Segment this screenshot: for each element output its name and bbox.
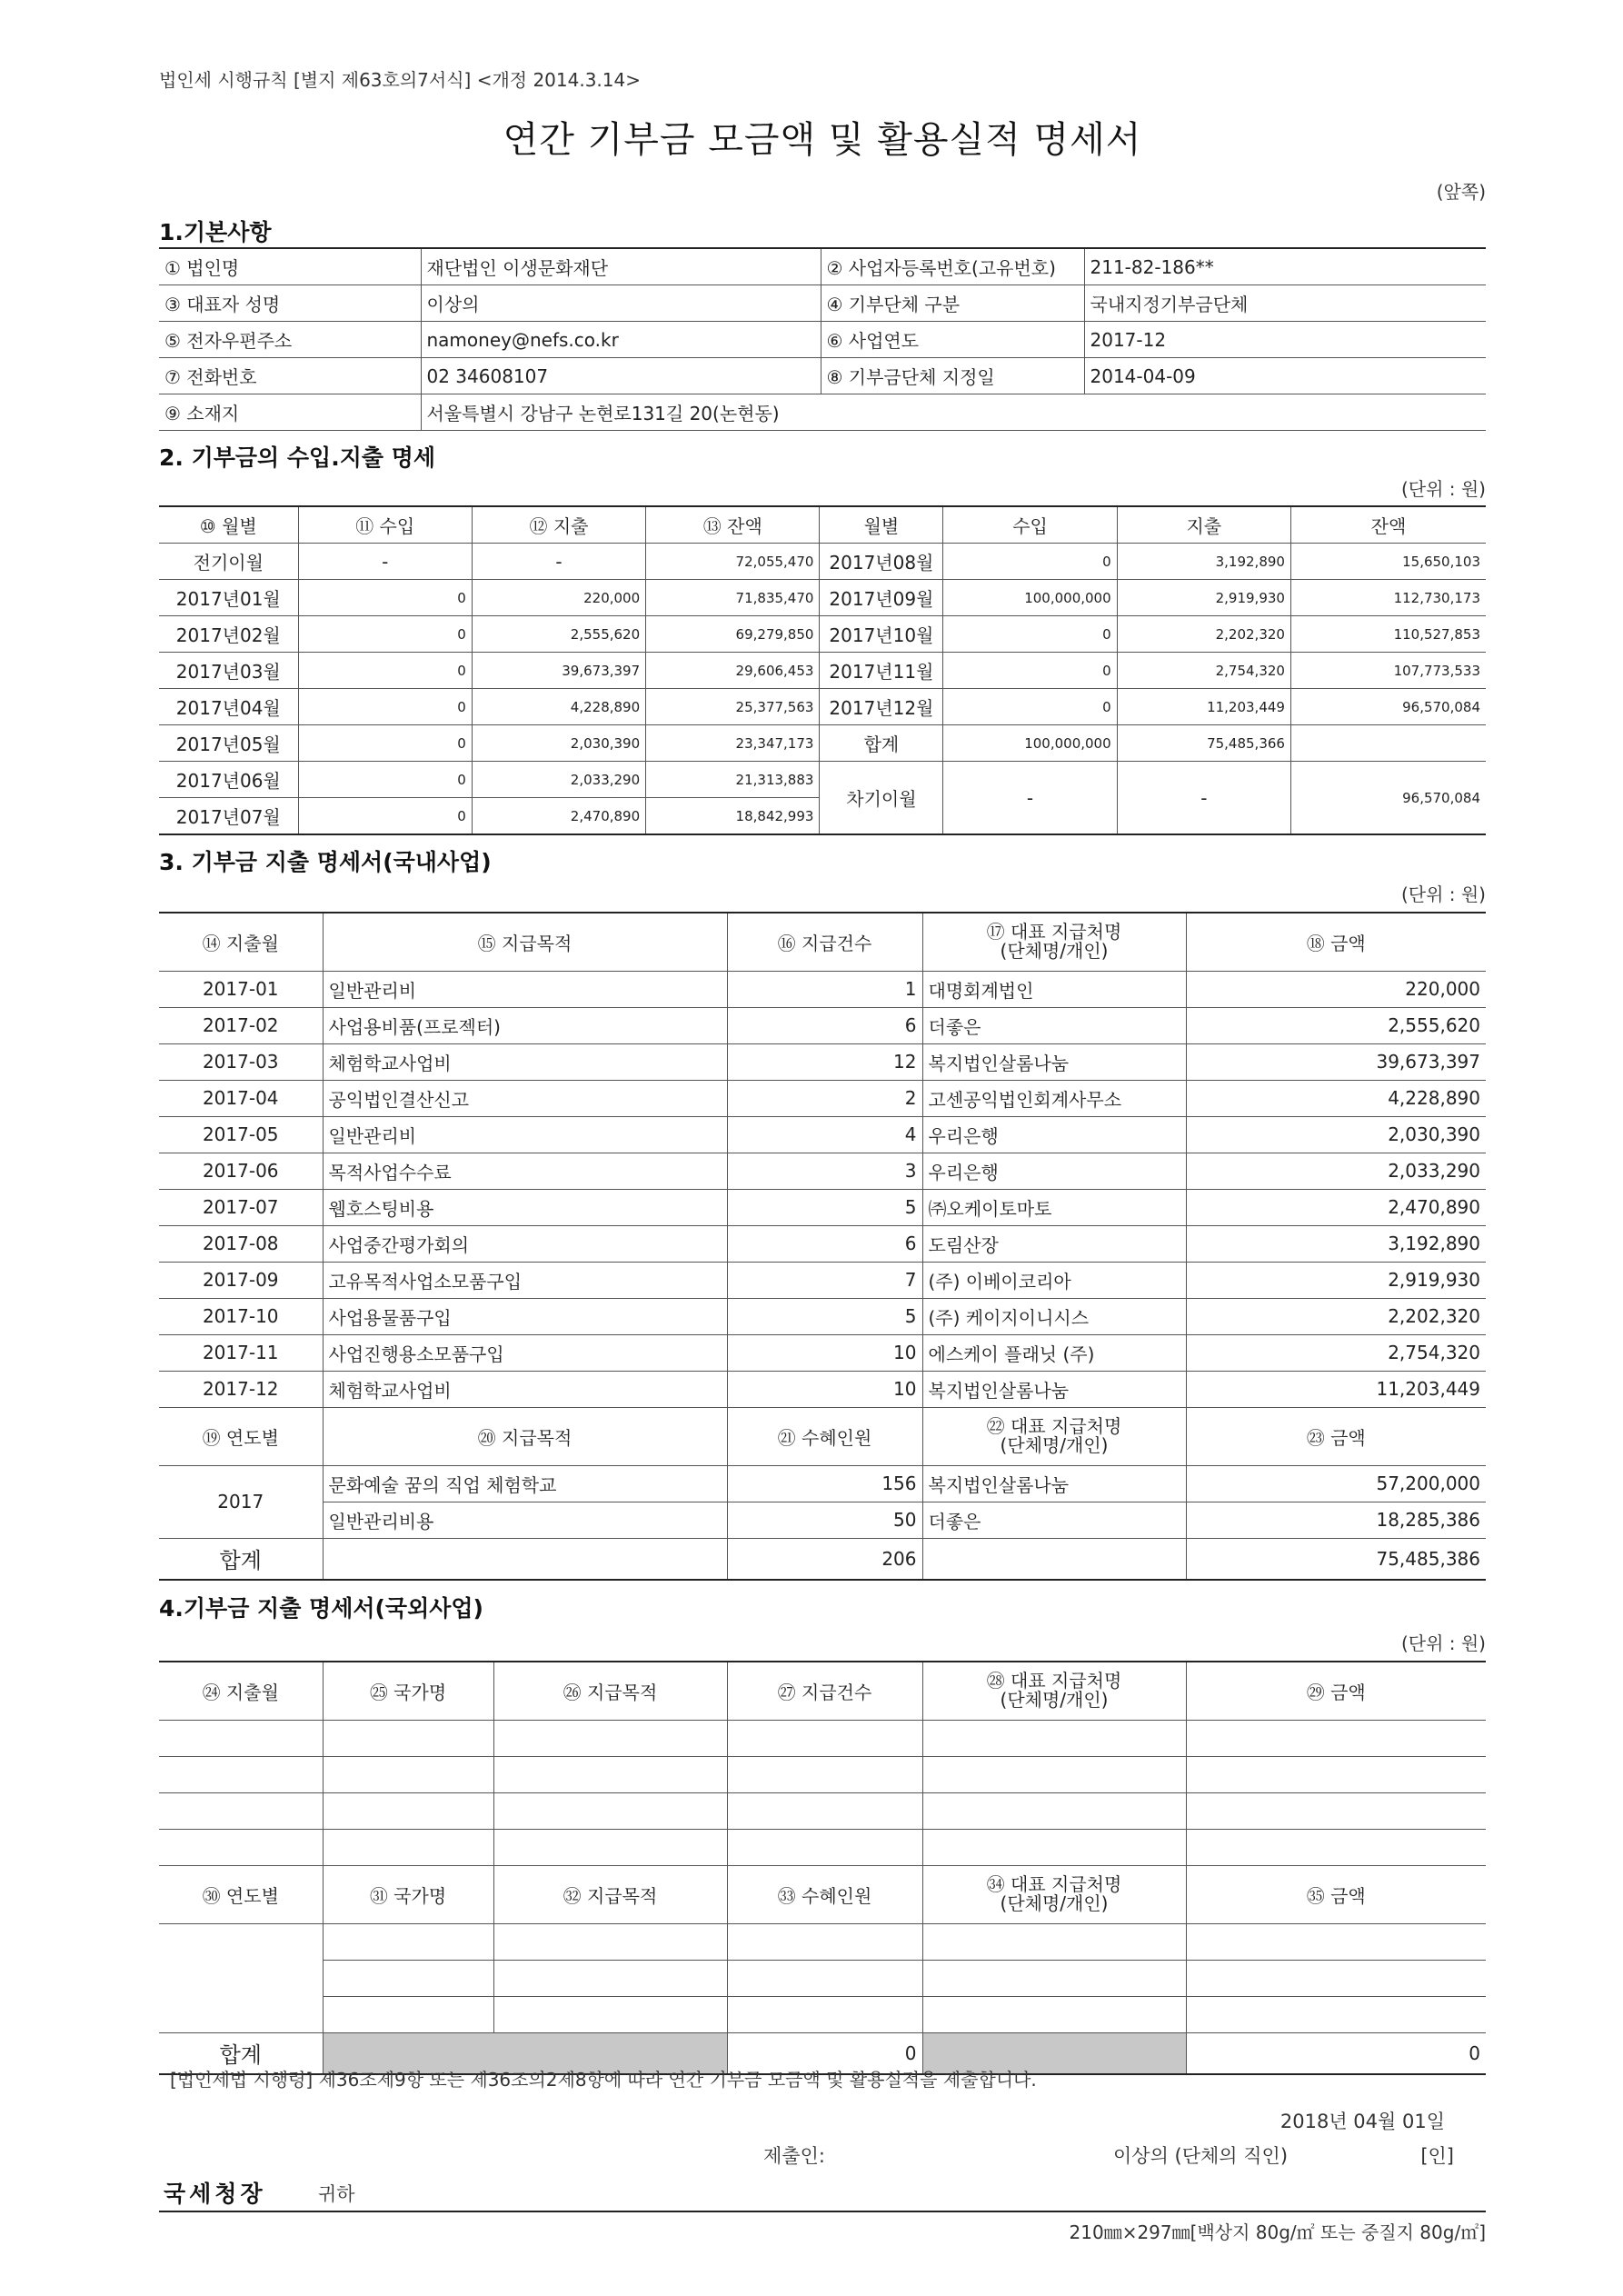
amount-cell: 11,203,449 — [1186, 1371, 1486, 1407]
balance-cell: 107,773,533 — [1290, 653, 1486, 689]
field-value: 2017-12 — [1084, 322, 1486, 358]
bottom-divider — [159, 2211, 1486, 2212]
empty-cell — [1186, 1792, 1486, 1829]
empty-cell — [159, 1756, 323, 1792]
expense-cell: 2,555,620 — [472, 616, 645, 653]
table-row — [159, 1371, 1486, 1407]
table-row — [159, 616, 1486, 653]
empty-cell — [922, 1792, 1186, 1829]
legal-note: [법인세법 시행령] 제36조제9항 또는 제36조의2제8항에 따라 연간 기부금 모금액 및 활용실적을 제출합니다. — [170, 2069, 1037, 2091]
empty-cell — [727, 1756, 922, 1792]
empty-cell — [922, 1829, 1186, 1865]
empty-row — [159, 1720, 1486, 1756]
section-domestic-heading: 3. 기부금 지출 명세서(국내사업) — [159, 849, 492, 875]
payee-cell: (주) 케이지이니시스 — [922, 1298, 1186, 1334]
col-header: ⑳ 지급목적 — [323, 1407, 727, 1465]
field-label: ⑨ 소재지 — [159, 394, 421, 431]
field-label: ② 사업자등록번호(고유번호) — [821, 248, 1084, 285]
count-cell: 2 — [727, 1080, 922, 1116]
income-cell: 0 — [943, 616, 1117, 653]
table-row — [159, 580, 1486, 616]
beneficiary-count-cell: 50 — [727, 1502, 922, 1538]
field-value: 재단법인 이생문화재단 — [421, 248, 821, 285]
month-cell: 2017년12월 — [820, 689, 943, 725]
field-label: ④ 기부단체 구분 — [821, 285, 1084, 322]
field-value: 이상의 — [421, 285, 821, 322]
header-line: ㉘ 대표 지급처명 — [986, 1670, 1122, 1692]
count-cell: 6 — [727, 1007, 922, 1043]
empty-cell — [1186, 1960, 1486, 1996]
submitter-label: 제출인: — [763, 2145, 825, 2167]
expense-cell: 220,000 — [472, 580, 645, 616]
table-row — [159, 971, 1486, 1007]
table-row — [159, 1225, 1486, 1262]
month-cell: 2017-03 — [159, 1043, 323, 1080]
year-cell: 2017 — [159, 1465, 323, 1538]
field-label: ① 법인명 — [159, 248, 421, 285]
empty-cell — [493, 1720, 727, 1756]
count-cell: 7 — [727, 1262, 922, 1298]
empty-cell — [922, 1756, 1186, 1792]
col-header: ㉓ 금액 — [1186, 1407, 1486, 1465]
balance-cell — [1290, 725, 1486, 762]
empty-cell — [493, 1792, 727, 1829]
income-cell: 0 — [943, 689, 1117, 725]
expense-cell: - — [472, 544, 645, 580]
empty-cell — [323, 1923, 493, 1960]
month-cell: 2017-01 — [159, 971, 323, 1007]
payee-cell: 더좋은 — [922, 1007, 1186, 1043]
count-cell: 3 — [727, 1153, 922, 1189]
amount-cell: 2,754,320 — [1186, 1334, 1486, 1371]
amount-cell: 4,228,890 — [1186, 1080, 1486, 1116]
purpose-cell: 체험학교사업비 — [323, 1371, 727, 1407]
empty-cell — [493, 1960, 727, 1996]
col-header: ⑪ 수입 — [298, 506, 472, 544]
purpose-cell: 목적사업수수료 — [323, 1153, 727, 1189]
empty-cell — [727, 1960, 922, 1996]
empty-cell — [727, 1720, 922, 1756]
seal-mark: [인] — [1420, 2145, 1454, 2167]
month-cell: 2017-07 — [159, 1189, 323, 1225]
payee-cell: 대명회계법인 — [922, 971, 1186, 1007]
col-header: ⑮ 지급목적 — [323, 913, 727, 971]
col-header: ⑩ 월별 — [159, 506, 298, 544]
section-income-heading: 2. 기부금의 수입.지출 명세 — [159, 444, 436, 471]
month-cell: 2017년05월 — [159, 725, 298, 762]
empty-cell — [323, 1792, 493, 1829]
empty-cell — [727, 1923, 922, 1960]
count-cell: 10 — [727, 1371, 922, 1407]
month-cell: 2017-02 — [159, 1007, 323, 1043]
header-line: ㉞ 대표 지급처명 — [986, 1873, 1122, 1895]
empty-cell — [159, 1829, 323, 1865]
address-value: 서울특별시 강남구 논현로131길 20(논현동) — [421, 394, 1486, 431]
amount-cell: 2,470,890 — [1186, 1189, 1486, 1225]
col-header: ⑲ 연도별 — [159, 1407, 323, 1465]
purpose-cell: 일반관리비 — [323, 1116, 727, 1153]
field-value: namoney@nefs.co.kr — [421, 322, 821, 358]
income-header-row — [159, 506, 1486, 544]
col-header: ⑯ 지급건수 — [727, 913, 922, 971]
col-header: ㉔ 지출월 — [159, 1662, 323, 1720]
expense-cell: 2,754,320 — [1117, 653, 1290, 689]
income-cell: 0 — [298, 689, 472, 725]
amount-cell: 3,192,890 — [1186, 1225, 1486, 1262]
empty-cell — [727, 1996, 922, 2032]
month-cell: 2017년08월 — [820, 544, 943, 580]
table-row — [159, 1007, 1486, 1043]
field-value: 2014-04-09 — [1084, 358, 1486, 394]
count-cell: 5 — [727, 1189, 922, 1225]
income-total: 100,000,000 — [943, 725, 1117, 762]
empty-row — [159, 1829, 1486, 1865]
balance-cell: 71,835,470 — [646, 580, 820, 616]
empty-cell — [1186, 1756, 1486, 1792]
payee-cell: 복지법인살롬나눔 — [922, 1465, 1186, 1502]
total-amount: 75,485,386 — [1186, 1538, 1486, 1580]
carry-expense: - — [1117, 762, 1290, 835]
expense-cell: 2,030,390 — [472, 725, 645, 762]
carry-balance: 96,570,084 — [1290, 762, 1486, 835]
purpose-cell: 공익법인결산신고 — [323, 1080, 727, 1116]
col-header: ㉕ 국가명 — [323, 1662, 493, 1720]
header-line: (단체명/개인) — [1000, 1434, 1109, 1456]
balance-cell: 96,570,084 — [1290, 689, 1486, 725]
month-cell: 전기이월 — [159, 544, 298, 580]
submission-date: 2018년 04월 01일 — [1279, 2111, 1445, 2132]
payee-cell: 고센공익법인회계사무소 — [922, 1080, 1186, 1116]
payee-cell: 복지법인살롬나눔 — [922, 1371, 1186, 1407]
table-row — [159, 1189, 1486, 1225]
recipient: 국세청장 — [164, 2181, 266, 2207]
expense-cell: 2,033,290 — [472, 762, 645, 798]
purpose-cell: 웹호스팅비용 — [323, 1189, 727, 1225]
table-row — [159, 689, 1486, 725]
col-header: ㉗ 지급건수 — [727, 1662, 922, 1720]
table-row — [159, 544, 1486, 580]
month-cell: 2017-09 — [159, 1262, 323, 1298]
income-cell: 0 — [298, 580, 472, 616]
empty-cell — [323, 1538, 727, 1580]
income-cell: 0 — [298, 725, 472, 762]
month-cell: 2017-12 — [159, 1371, 323, 1407]
balance-cell: 29,606,453 — [646, 653, 820, 689]
header-line: (단체명/개인) — [1000, 1892, 1109, 1914]
empty-cell — [323, 1996, 493, 2032]
col-header: 지출 — [1117, 506, 1290, 544]
purpose-cell: 일반관리비용 — [323, 1502, 727, 1538]
table-row — [159, 1334, 1486, 1371]
month-cell: 2017년02월 — [159, 616, 298, 653]
col-header: ㉑ 수혜인원 — [727, 1407, 922, 1465]
month-cell: 2017년11월 — [820, 653, 943, 689]
expense-cell: 2,919,930 — [1117, 580, 1290, 616]
field-label: ⑤ 전자우편주소 — [159, 322, 421, 358]
basic-row — [159, 248, 1486, 285]
payee-cell: 우리은행 — [922, 1153, 1186, 1189]
purpose-cell: 사업진행용소모품구입 — [323, 1334, 727, 1371]
col-header: ㉝ 수혜인원 — [727, 1865, 922, 1923]
payee-cell: 더좋은 — [922, 1502, 1186, 1538]
payee-cell: 에스케이 플래닛 (주) — [922, 1334, 1186, 1371]
income-cell: 0 — [298, 798, 472, 835]
table-row — [159, 1043, 1486, 1080]
field-label: ⑥ 사업연도 — [821, 322, 1084, 358]
empty-cell — [922, 1923, 1186, 1960]
amount-cell: 2,555,620 — [1186, 1007, 1486, 1043]
count-cell: 5 — [727, 1298, 922, 1334]
balance-cell: 23,347,173 — [646, 725, 820, 762]
purpose-cell: 사업용비품(프로젝터) — [323, 1007, 727, 1043]
basic-row — [159, 394, 1486, 431]
month-cell: 2017년03월 — [159, 653, 298, 689]
payee-cell: 도림산장 — [922, 1225, 1186, 1262]
col-header: ⑫ 지출 — [472, 506, 645, 544]
empty-cell — [493, 1996, 727, 2032]
count-cell: 6 — [727, 1225, 922, 1262]
section-basic-heading: 1.기본사항 — [159, 219, 272, 245]
total-label: 합계 — [159, 1538, 323, 1580]
carry-label: 차기이월 — [820, 762, 943, 835]
field-value: 국내지정기부금단체 — [1084, 285, 1486, 322]
col-header: ⑱ 금액 — [1186, 913, 1486, 971]
col-header: ㉙ 금액 — [1186, 1662, 1486, 1720]
field-label: ⑧ 기부금단체 지정일 — [821, 358, 1084, 394]
empty-cell — [493, 1829, 727, 1865]
header-line: (단체명/개인) — [1000, 1689, 1109, 1712]
honorific: 귀하 — [318, 2183, 355, 2205]
col-header — [922, 1407, 1186, 1465]
month-cell: 2017년04월 — [159, 689, 298, 725]
empty-row — [159, 1792, 1486, 1829]
month-cell: 2017-05 — [159, 1116, 323, 1153]
month-cell: 2017-06 — [159, 1153, 323, 1189]
income-expense-table — [159, 505, 1486, 835]
income-cell: 0 — [298, 762, 472, 798]
month-cell: 2017년09월 — [820, 580, 943, 616]
domestic-expense-table — [159, 912, 1486, 1581]
empty-cell — [922, 1996, 1186, 2032]
empty-row — [159, 1960, 1486, 1996]
expense-cell: 2,202,320 — [1117, 616, 1290, 653]
amount-cell: 39,673,397 — [1186, 1043, 1486, 1080]
total-count: 206 — [727, 1538, 922, 1580]
form-identifier: 법인세 시행규칙 [별지 제63호의7서식] <개정 2014.3.14> — [159, 69, 641, 91]
basic-row — [159, 358, 1486, 394]
income-cell: 100,000,000 — [943, 580, 1117, 616]
empty-cell — [727, 1792, 922, 1829]
purpose-cell: 사업용물품구입 — [323, 1298, 727, 1334]
amount-cell: 2,033,290 — [1186, 1153, 1486, 1189]
month-cell: 2017년07월 — [159, 798, 298, 835]
payee-cell: 복지법인살롬나눔 — [922, 1043, 1186, 1080]
col-header: 잔액 — [1290, 506, 1486, 544]
empty-cell — [493, 1756, 727, 1792]
empty-row — [159, 1996, 1486, 2032]
income-cell: 0 — [943, 653, 1117, 689]
col-header: 수입 — [943, 506, 1117, 544]
month-cell: 2017-11 — [159, 1334, 323, 1371]
col-header: ㉚ 연도별 — [159, 1865, 323, 1923]
unit-label: (단위 : 원) — [1400, 883, 1486, 905]
purpose-cell: 일반관리비 — [323, 971, 727, 1007]
unit-label: (단위 : 원) — [1400, 1632, 1486, 1654]
unit-label: (단위 : 원) — [1400, 478, 1486, 500]
amount-cell: 2,030,390 — [1186, 1116, 1486, 1153]
purpose-cell: 문화예술 꿈의 직업 체험학교 — [323, 1465, 727, 1502]
total-count: 0 — [727, 2032, 922, 2074]
field-value: 02 34608107 — [421, 358, 821, 394]
empty-row — [159, 1756, 1486, 1792]
purpose-cell: 고유목적사업소모품구입 — [323, 1262, 727, 1298]
balance-cell: 69,279,850 — [646, 616, 820, 653]
empty-cell — [1186, 1829, 1486, 1865]
empty-cell — [493, 1923, 727, 1960]
empty-cell — [159, 1792, 323, 1829]
table-row — [159, 1298, 1486, 1334]
basic-info-table — [159, 247, 1486, 431]
overseas-header-row — [159, 1662, 1486, 1720]
table-row — [159, 762, 1486, 798]
empty-cell — [323, 1829, 493, 1865]
field-label: ⑦ 전화번호 — [159, 358, 421, 394]
month-cell: 2017년06월 — [159, 762, 298, 798]
empty-cell — [727, 1829, 922, 1865]
purpose-cell: 체험학교사업비 — [323, 1043, 727, 1080]
table-row — [159, 1502, 1486, 1538]
empty-cell — [922, 1720, 1186, 1756]
basic-row — [159, 285, 1486, 322]
empty-cell — [1186, 1996, 1486, 2032]
table-row — [159, 725, 1486, 762]
table-row — [159, 653, 1486, 689]
amount-cell: 57,200,000 — [1186, 1465, 1486, 1502]
col-header: ⑬ 잔액 — [646, 506, 820, 544]
expense-cell: 3,192,890 — [1117, 544, 1290, 580]
income-cell: 0 — [298, 653, 472, 689]
count-cell: 1 — [727, 971, 922, 1007]
month-cell: 2017년01월 — [159, 580, 298, 616]
month-cell: 2017-08 — [159, 1225, 323, 1262]
income-cell: 0 — [298, 616, 472, 653]
domestic-year-header-row — [159, 1407, 1486, 1465]
count-cell: 10 — [727, 1334, 922, 1371]
amount-cell: 220,000 — [1186, 971, 1486, 1007]
col-header — [922, 913, 1186, 971]
expense-total: 75,485,366 — [1117, 725, 1290, 762]
empty-cell — [1186, 1720, 1486, 1756]
col-header: ㉛ 국가명 — [323, 1865, 493, 1923]
col-header: 월별 — [820, 506, 943, 544]
empty-cell — [922, 1960, 1186, 1996]
balance-cell: 110,527,853 — [1290, 616, 1486, 653]
income-cell: 0 — [943, 544, 1117, 580]
paper-spec: 210㎜×297㎜[백상지 80g/㎡ 또는 중질지 80g/㎡] — [1069, 2221, 1486, 2243]
empty-row — [159, 1923, 1486, 1960]
header-line: ㉒ 대표 지급처명 — [986, 1415, 1122, 1437]
balance-cell: 25,377,563 — [646, 689, 820, 725]
month-cell: 2017-10 — [159, 1298, 323, 1334]
table-row — [159, 1465, 1486, 1502]
col-header — [922, 1662, 1186, 1720]
empty-cell — [159, 1923, 323, 2032]
document-title: 연간 기부금 모금액 및 활용실적 명세서 — [503, 119, 1142, 161]
col-header — [922, 1865, 1186, 1923]
income-cell: - — [298, 544, 472, 580]
col-header: ㉟ 금액 — [1186, 1865, 1486, 1923]
page-side: (앞쪽) — [1436, 181, 1486, 203]
amount-cell: 2,202,320 — [1186, 1298, 1486, 1334]
count-cell: 4 — [727, 1116, 922, 1153]
balance-cell: 15,650,103 — [1290, 544, 1486, 580]
balance-cell: 72,055,470 — [646, 544, 820, 580]
table-row — [159, 1153, 1486, 1189]
domestic-total-row — [159, 1538, 1486, 1580]
empty-cell — [159, 1720, 323, 1756]
col-header: ⑭ 지출월 — [159, 913, 323, 971]
basic-row — [159, 322, 1486, 358]
beneficiary-count-cell: 156 — [727, 1465, 922, 1502]
table-row — [159, 1116, 1486, 1153]
total-label: 합계 — [159, 2032, 323, 2074]
amount-cell: 2,919,930 — [1186, 1262, 1486, 1298]
expense-cell: 4,228,890 — [472, 689, 645, 725]
purpose-cell: 사업중간평가회의 — [323, 1225, 727, 1262]
empty-cell — [922, 1538, 1186, 1580]
count-cell: 12 — [727, 1043, 922, 1080]
expense-cell: 39,673,397 — [472, 653, 645, 689]
amount-cell: 18,285,386 — [1186, 1502, 1486, 1538]
payee-cell: ㈜오케이토마토 — [922, 1189, 1186, 1225]
overseas-expense-table — [159, 1661, 1486, 2075]
empty-cell — [323, 1720, 493, 1756]
domestic-header-row — [159, 913, 1486, 971]
empty-cell — [323, 1756, 493, 1792]
header-line: (단체명/개인) — [1000, 940, 1109, 963]
payee-cell: (주) 이베이코리아 — [922, 1262, 1186, 1298]
carry-income: - — [943, 762, 1117, 835]
empty-cell — [323, 1960, 493, 1996]
overseas-year-header-row — [159, 1865, 1486, 1923]
expense-cell: 11,203,449 — [1117, 689, 1290, 725]
section-overseas-heading: 4.기부금 지출 명세서(국외사업) — [159, 1595, 483, 1622]
table-row — [159, 1262, 1486, 1298]
empty-cell — [1186, 1923, 1486, 1960]
balance-cell: 21,313,883 — [646, 762, 820, 798]
expense-cell: 2,470,890 — [472, 798, 645, 835]
balance-cell: 112,730,173 — [1290, 580, 1486, 616]
total-label: 합계 — [820, 725, 943, 762]
month-cell: 2017-04 — [159, 1080, 323, 1116]
col-header: ㉖ 지급목적 — [493, 1662, 727, 1720]
header-line: ⑰ 대표 지급처명 — [986, 921, 1122, 943]
balance-cell: 18,842,993 — [646, 798, 820, 835]
field-label: ③ 대표자 성명 — [159, 285, 421, 322]
payee-cell: 우리은행 — [922, 1116, 1186, 1153]
field-value: 211-82-186** — [1084, 248, 1486, 285]
submitter-name: 이상의 (단체의 직인) — [1113, 2145, 1289, 2167]
total-amount: 0 — [1186, 2032, 1486, 2074]
col-header: ㉜ 지급목적 — [493, 1865, 727, 1923]
table-row — [159, 1080, 1486, 1116]
month-cell: 2017년10월 — [820, 616, 943, 653]
